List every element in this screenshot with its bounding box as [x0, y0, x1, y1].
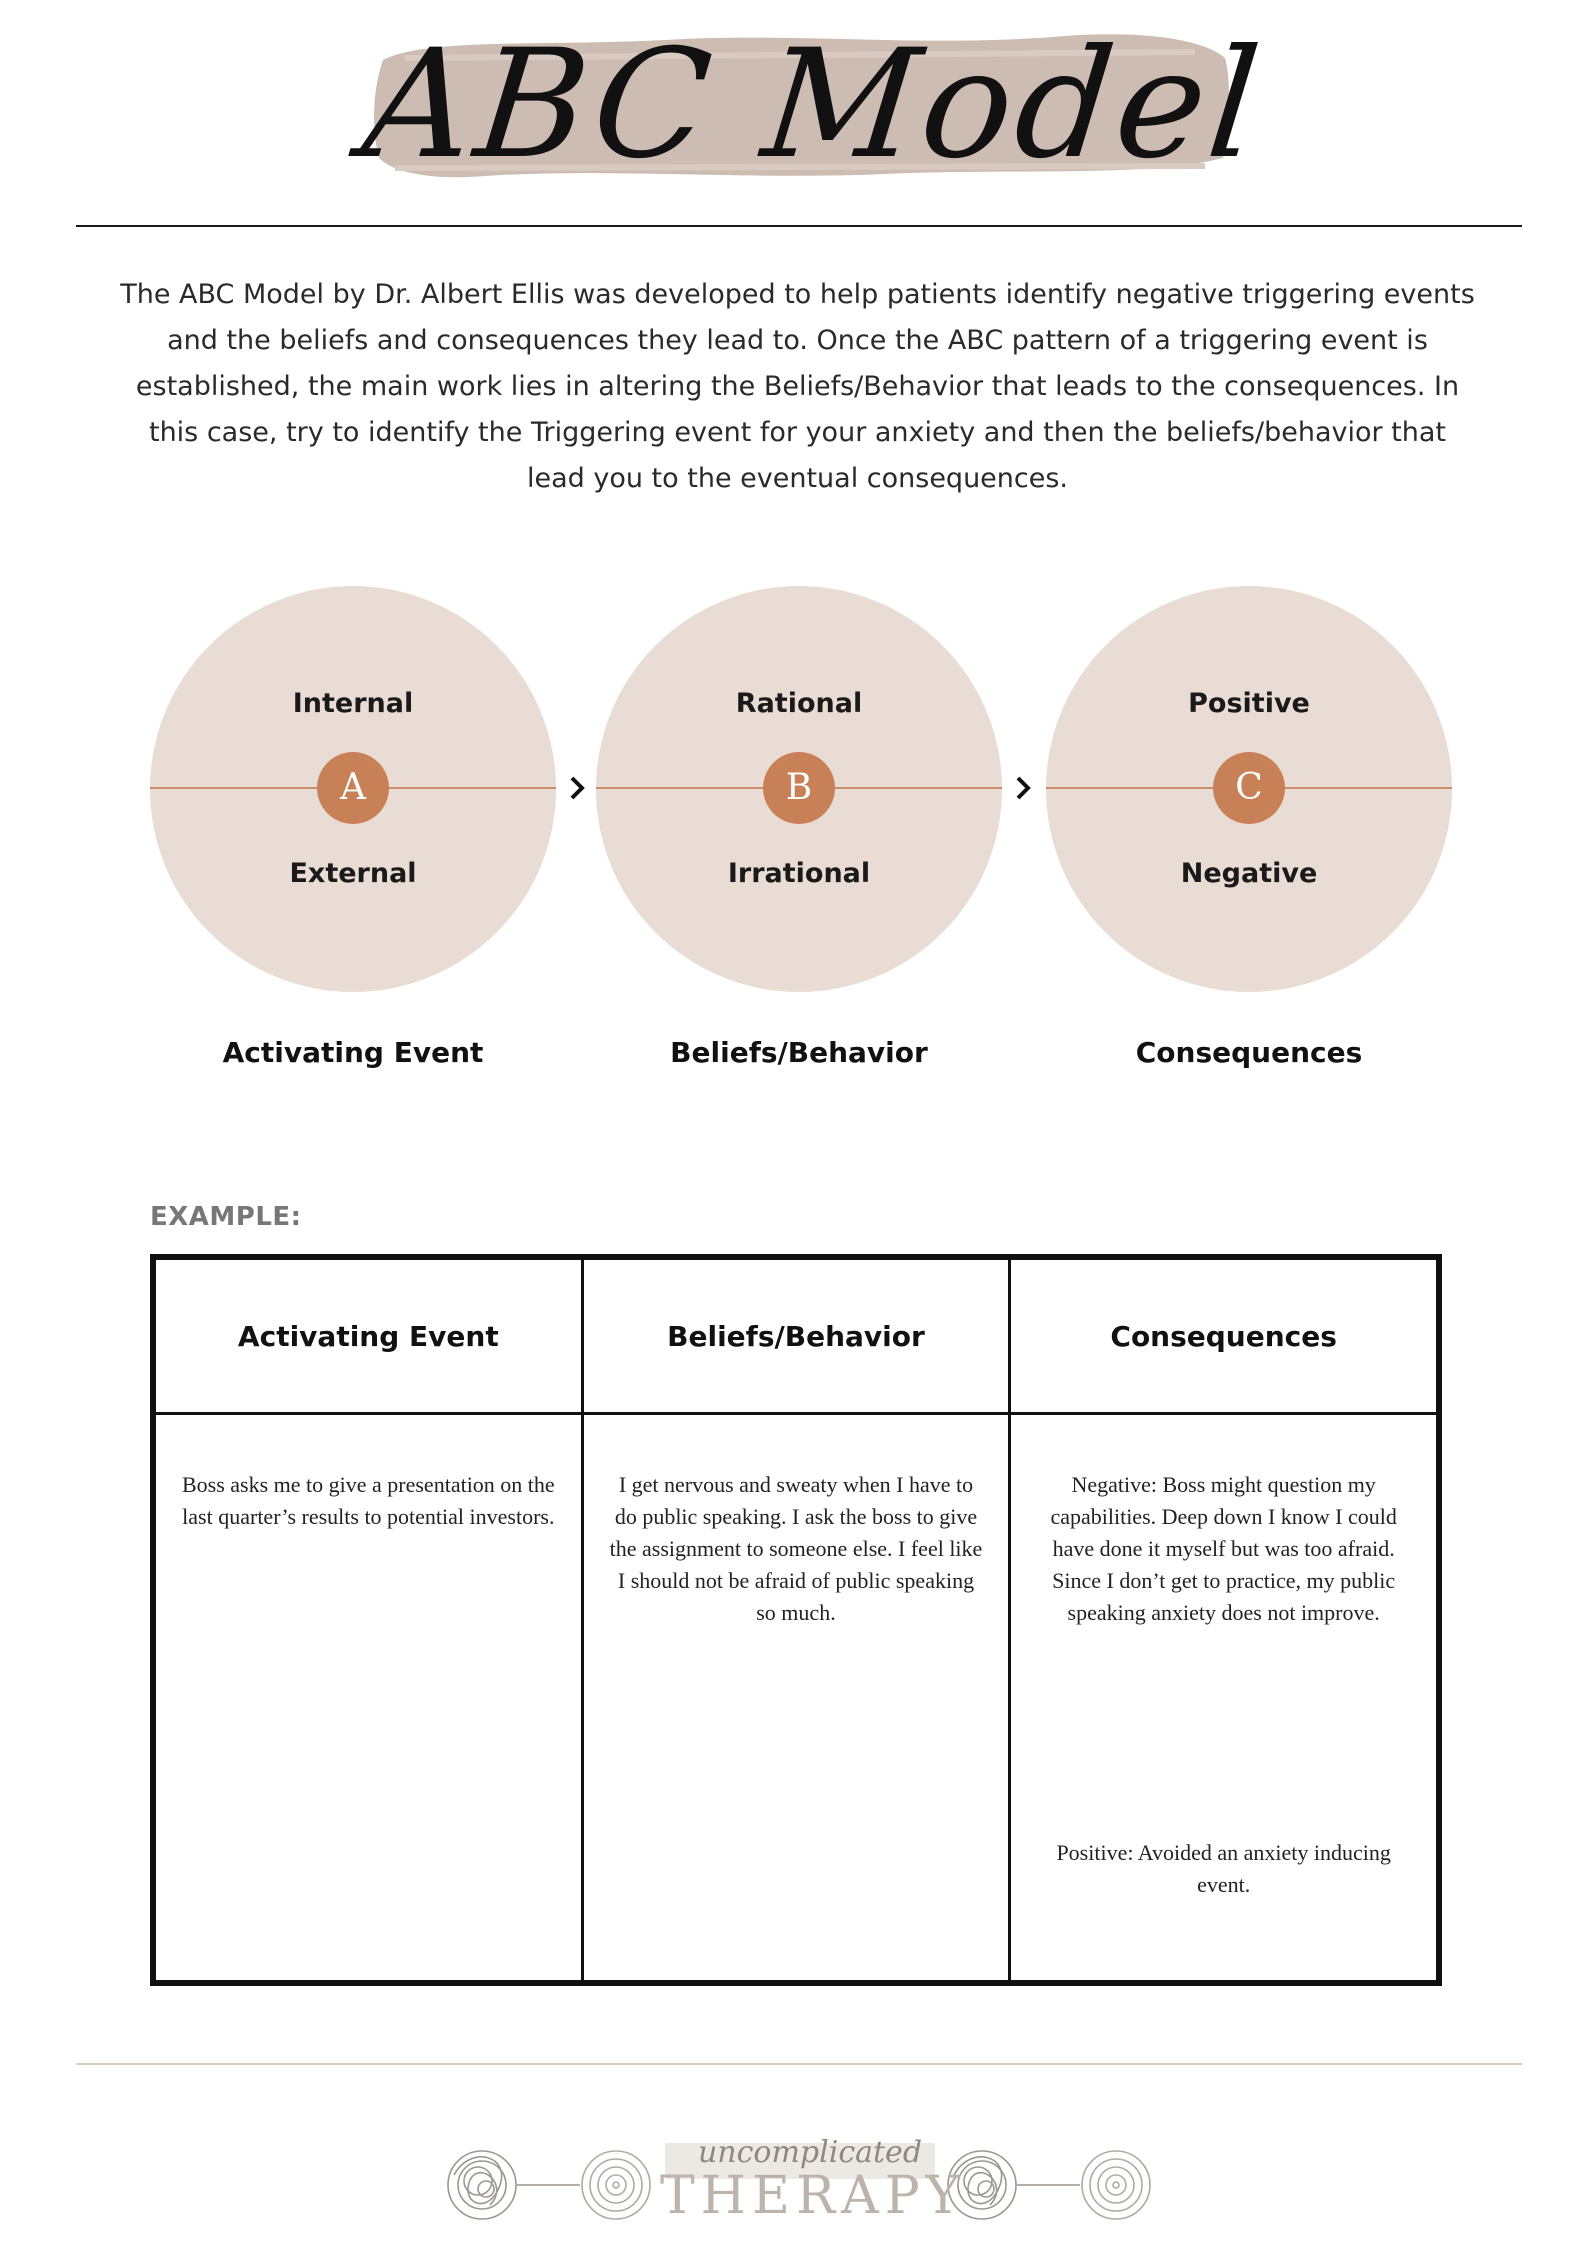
logo-script-text: uncomplicated [697, 2135, 923, 2170]
header-beliefs-behavior: Beliefs/Behavior [582, 1259, 1010, 1414]
example-label: EXAMPLE: [150, 1202, 302, 1232]
label-beliefs-behavior: Beliefs/Behavior [670, 1036, 928, 1069]
label-consequences: Consequences [1135, 1036, 1363, 1069]
chevron-right-icon [566, 770, 590, 806]
page-title: ABC Model [355, 18, 1271, 192]
cell-consequences [1010, 1414, 1438, 1982]
header-activating-event: Activating Event [155, 1259, 583, 1414]
circle-b-bottom-label: Irrational [727, 858, 871, 889]
badge-a: A [317, 752, 389, 824]
cell-activating-event [155, 1414, 583, 1982]
badge-b: B [763, 752, 835, 824]
circle-a-bottom-label: External [289, 858, 417, 889]
cell-text: I get nervous and sweaty when I have to do public speaking. I ask the boss to give the assignment to someone else. I feel like I should not be afraid of public speaking so much. [609, 1472, 983, 1625]
example-table [150, 1254, 1442, 1986]
cell-positive-text: Positive: Avoided an anxiety inducing event. [1056, 1840, 1391, 1897]
badge-c: C [1213, 752, 1285, 824]
cell-beliefs-behavior [582, 1414, 1010, 1982]
header-consequences: Consequences [1010, 1259, 1438, 1414]
top-divider [76, 225, 1522, 227]
bottom-divider [76, 2063, 1522, 2065]
label-activating-event: Activating Event [222, 1036, 484, 1069]
circle-b-top-label: Rational [735, 688, 863, 719]
table-row [155, 1414, 1438, 1982]
circle-c-top-label: Positive [1188, 688, 1310, 719]
logo-wordmark: THERAPY [660, 2166, 967, 2226]
circle-c-bottom-label: Negative [1180, 858, 1318, 889]
cell-text: Boss asks me to give a presentation on the last quarter’s results to potential investors. [181, 1472, 555, 1529]
intro-paragraph: The ABC Model by Dr. Albert Ellis was developed to help patients identify negative triggering events and the beliefs and consequences they lead to. Once the ABC pattern of a triggering event is established, the main work lies in altering the Beliefs/Behavior that leads to the consequences. In this case, try to identify the Triggering event for your anxiety and then the beliefs/behavior that lead you to the eventual consequences. [120, 279, 1475, 494]
chevron-right-icon [1012, 770, 1036, 806]
table-header-row [155, 1259, 1438, 1414]
cell-text: Negative: Boss might question my capabilities. Deep down I know I could have done it myself but was too afraid. Since I don’t get to practice, my public speaking anxiety does not improve. [1050, 1472, 1397, 1625]
circle-a-top-label: Internal [292, 688, 414, 719]
